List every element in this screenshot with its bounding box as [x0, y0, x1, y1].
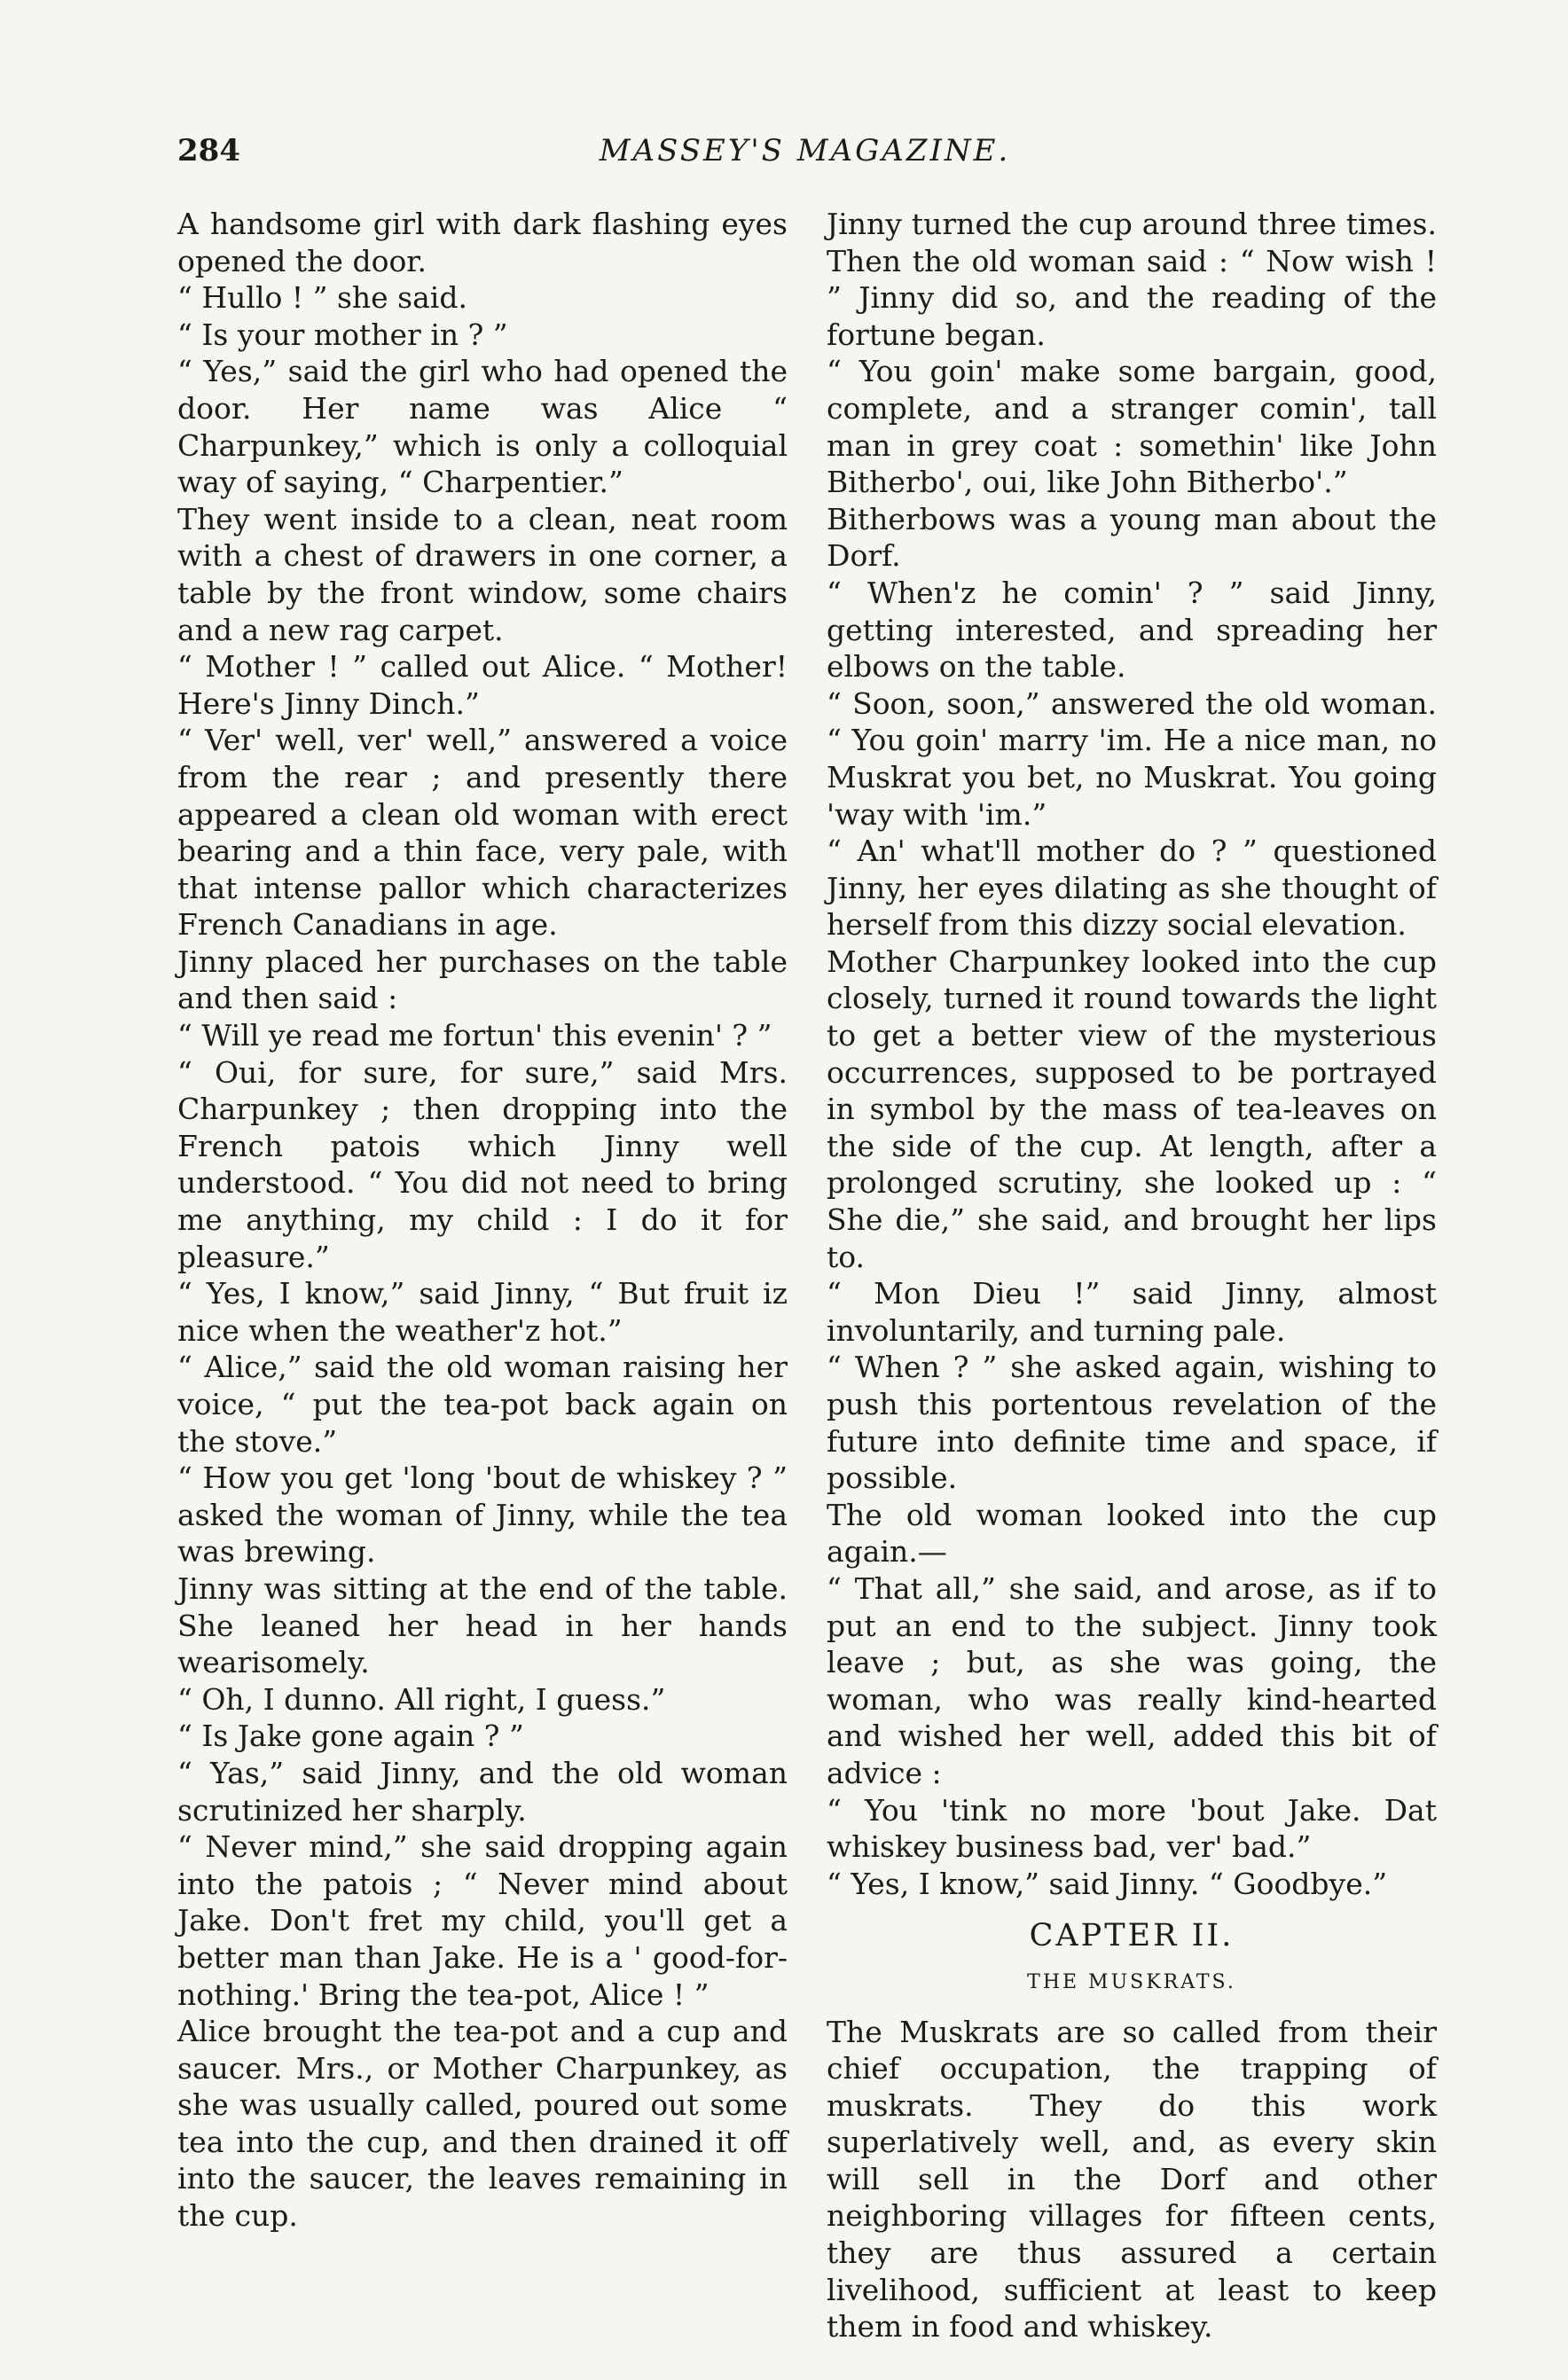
paragraph: The old woman looked into the cup again.—: [827, 1497, 1437, 1570]
paragraph: “ Alice,” said the old woman raising her voice, “ put the tea-pot back again on the stove.”: [177, 1350, 788, 1459]
paragraph: “ Yes, I know,” said Jinny. “ Goodbye.”: [827, 1866, 1388, 1901]
page-number: 284: [177, 133, 240, 168]
paragraph: “ Ver' well, ver' well,” answered a voice from the rear ; and presently there appeared a clean old woman with erect bearing and a thin face, very pale, with that intense pallor which characterizes French Canadians in age.: [177, 723, 788, 943]
paragraph: Jinny was sitting at the end of the table. She leaned her head in her hands wearisomely.: [177, 1570, 788, 1680]
paragraph: “ Is Jake gone again ? ”: [177, 1718, 524, 1754]
paragraph: “ Oui, for sure, for sure,” said Mrs. Charpunkey ; then dropping into the French patois which Jinny well understood. “ You did not need to bring me anything, my child : I do it for pleasure.”: [177, 1054, 788, 1274]
page-header: [177, 133, 1432, 186]
paragraph: Mother Charpunkey looked into the cup closely, turned it round towards the light to get a better view of the mysterious occurrences, supposed to be portrayed in symbol by the mass of tea-leaves on the side of the cup. At length, after a prolonged scrutiny, she looked up : “ She die,” she said, and brought her lips to.: [827, 943, 1437, 1274]
paragraph: “ Hullo ! ” she said.: [177, 280, 467, 316]
paragraph: Jinny placed her purchases on the table and then said :: [177, 943, 788, 1016]
paragraph: They went inside to a clean, neat room with a chest of drawers in one corner, a table by the front window, some chairs and a new rag carpet.: [177, 501, 788, 647]
right-column: [827, 206, 1437, 2345]
chapter-subtitle: THE MUSKRATS.: [1027, 1970, 1236, 1993]
running-title: MASSEY'S MAGAZINE.: [599, 133, 1011, 168]
paragraph: “ Yes,” said the girl who had opened the door. Her name was Alice “ Charpunkey,” which is only a colloquial way of saying, “ Charpentier.”: [177, 354, 788, 500]
paragraph: “ Will ye read me fortun' this evenin' ? ”: [177, 1018, 772, 1053]
paragraph: “ An' what'll mother do ? ” questioned Jinny, her eyes dilating as she thought of herself from this dizzy social elevation.: [827, 834, 1437, 943]
paragraph: “ Oh, I dunno. All right, I guess.”: [177, 1681, 666, 1717]
paragraph: Alice brought the tea-pot and a cup and saucer. Mrs., or Mother Charpunkey, as she was usually called, poured out some tea into the cup, and then drained it off into the saucer, the leaves remaining in the cup.: [177, 2014, 788, 2234]
paragraph: “ You 'tink no more 'bout Jake. Dat whiskey business bad, ver' bad.”: [827, 1792, 1437, 1865]
paragraph: A handsome girl with dark flashing eyes opened the door.: [177, 207, 788, 278]
paragraph: “ When'z he comin' ? ” said Jinny, getting interested, and spreading her elbows on the table.: [827, 575, 1437, 685]
paragraph: “ Yas,” said Jinny, and the old woman scrutinized her sharply.: [177, 1755, 788, 1828]
paragraph: “ Soon, soon,” answered the old woman. “ You goin' marry 'im. He a nice man, no Muskrat you bet, no Muskrat. You going 'way with 'im.”: [827, 685, 1437, 832]
paragraph: “ How you get 'long 'bout de whiskey ? ” asked the woman of Jinny, while the tea was brewing.: [177, 1460, 788, 1570]
paragraph: “ Mon Dieu !” said Jinny, almost involuntarily, and turning pale.: [827, 1276, 1437, 1348]
left-column: [177, 206, 788, 2235]
paragraph: “ Yes, I know,” said Jinny, “ But fruit iz nice when the weather'z hot.”: [177, 1276, 788, 1348]
paragraph: “ When ? ” she asked again, wishing to push this portentous revelation of the future into definite time and space, if possible.: [827, 1350, 1437, 1496]
paragraph: The Muskrats are so called from their chief occupation, the trapping of muskrats. They do this work superlatively well, and, as every skin will sell in the Dorf and other neighboring villages for fifteen cents, they are thus assured a certain livelihood, sufficient at least to keep them in food and whiskey.: [827, 2014, 1437, 2345]
paragraph: “ Never mind,” she said dropping again into the patois ; “ Never mind about Jake. Don't fret my child, you'll get a better man than Jake. He is a ' good-for-nothing.' Bring the tea-pot, Alice ! ”: [177, 1829, 788, 2012]
paragraph: “ Is your mother in ? ”: [177, 317, 508, 352]
paragraph: “ Mother ! ” called out Alice. “ Mother! Here's Jinny Dinch.”: [177, 649, 788, 721]
paragraph: Bitherbows was a young man about the Dorf.: [827, 501, 1437, 574]
paragraph: Jinny turned the cup around three times. Then the old woman said : “ Now wish ! ” Jinny did so, and the reading of the fortune began.: [827, 207, 1437, 352]
paragraph: “ You goin' make some bargain, good, complete, and a stranger comin', tall man in grey coat : somethin' like John Bitherbo', oui, like John Bitherbo'.”: [827, 354, 1437, 500]
paragraph: “ That all,” she said, and arose, as if to put an end to the subject. Jinny took leave ; but, as she was going, the woman, who was really kind-hearted and wished her well, added this bit of advice :: [827, 1570, 1437, 1790]
chapter-title: CAPTER II.: [1029, 1918, 1235, 1954]
